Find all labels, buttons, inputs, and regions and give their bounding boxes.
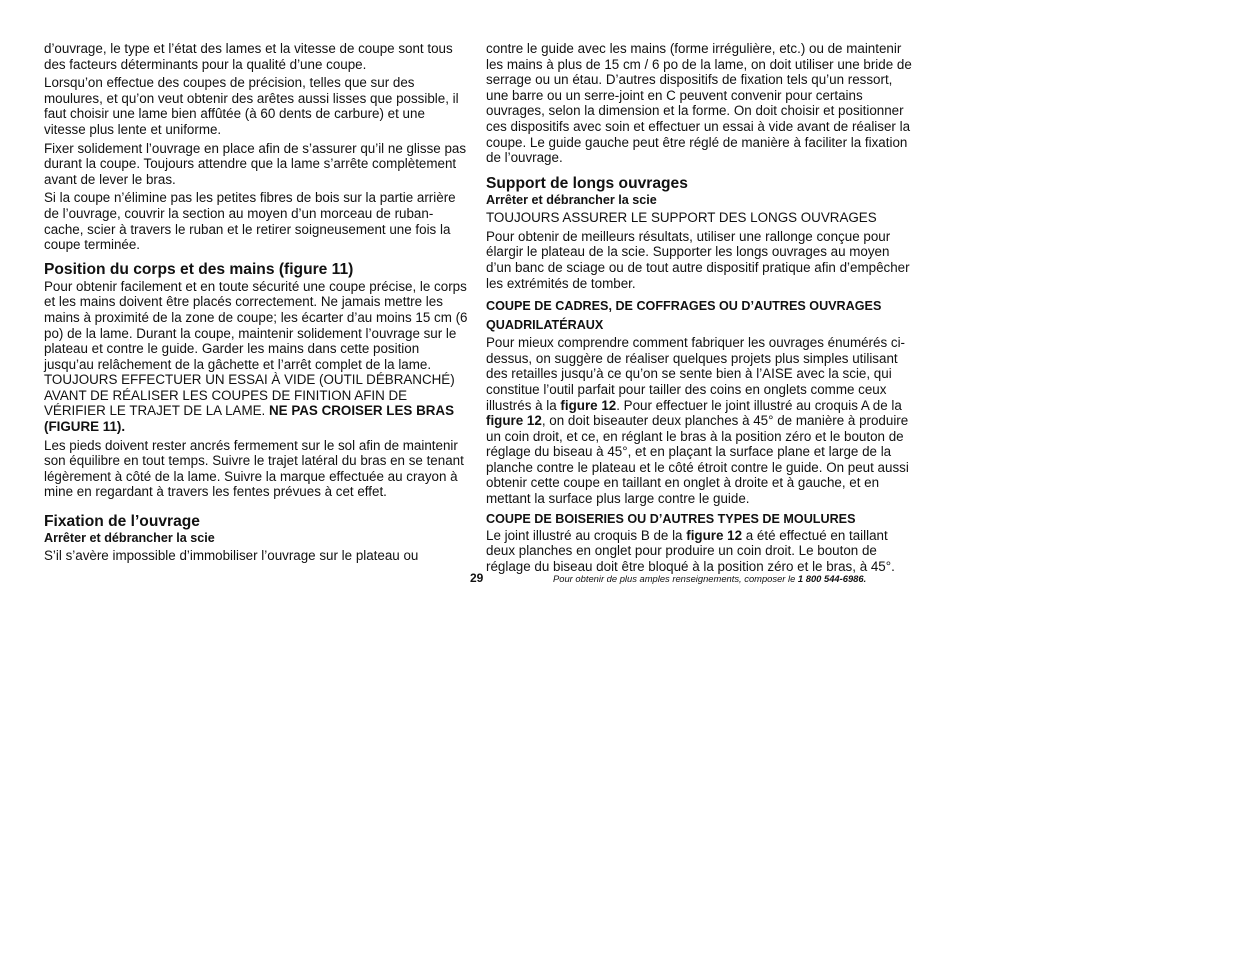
paragraph: Fixer solidement l’ouvrage en place afin de s’assurer qu’il ne glisse pas durant la coupe. Toujours attendre que la lame s’arrête complètement avant de lever le bras. — [44, 140, 467, 187]
left-column — [44, 41, 470, 567]
paragraph: Lorsqu’on effectue des coupes de précision, telles que sur des moulures, et qu’on veut obtenir des arêtes aussi lisses que possible, il faut choisir une lame bien affûtée (à 60 dents de carbure) et une vitesse plus lente et uniforme. — [44, 75, 459, 137]
paragraph: Si la coupe n’élimine pas les petites fibres de bois sur la partie arrière de l’ouvrage, couvrir la section au moyen d’un morceau de ruban-cache, scier à travers le ruban et le retirer soigneusement une fois la coupe terminée. — [44, 190, 456, 253]
right-column — [486, 41, 912, 577]
section-heading-fixation: Fixation de l’ouvrage — [44, 513, 200, 531]
paragraph: Les pieds doivent rester ancrés fermement sur le sol afin de maintenir son équilibre en tout temps. Suivre le trajet latéral du bras en se tenant légèrement à côté de la lame. Suivre la marque effectuée au crayon à mine en regardant à travers les fentes prévues à cet effet. — [44, 437, 464, 500]
caps-heading-frames: COUPE DE CADRES, DE COFFRAGES OU D’AUTRES OUVRAGES QUADRILATÉRAUX — [486, 299, 882, 332]
paragraph-text: Pour mieux comprendre comment fabriquer les ouvrages énumérés ci-dessus, on suggère de réaliser quelques projets plus simples utilisant des retailles jusqu’à ce qu’on se sente bien à l’AISE avec la scie, qui constitue l’outil parfait pour tailler des coins en onglets comme ceux illustrés à la — [486, 335, 906, 413]
section-heading-support: Support de longs ouvrages — [486, 174, 688, 192]
paragraph: S’il s’avère impossible d’immobiliser l’ouvrage sur le plateau ou — [44, 548, 419, 564]
paragraph-text: Pour obtenir facilement et en toute sécurité une coupe précise, le corps et les mains doivent être placés correctement. Ne jamais mettre les mains à proximité de la zone de coupe; les écarter d’au moins 15 cm (6 po) de la lame. Durant la coupe, maintenir solidement l’ouvrage sur le plateau et contre le guide. Garder les mains dans cette position jusqu’au relâchement de la gâchette et l’arrêt complet de la lame. TOUJOURS EFFECTUER UN ESSAI À VIDE (OUTIL DÉBRANCHÉ) AVANT DE RÉALISER LES COUPES DE FINITION AFIN DE VÉRIFIER LE TRAJET DE LA LAME. — [44, 278, 468, 419]
paragraph: TOUJOURS ASSURER LE SUPPORT DES LONGS OUVRAGES — [486, 210, 877, 226]
paragraph-text: a été effectué en taillant deux planches en onglet pour produire un coin droit. Le bouton de réglage du biseau doit être bloqué à la position zéro et le bras, à 45°. — [486, 527, 895, 574]
paragraph: d’ouvrage, le type et l’état des lames et la vitesse de coupe sont tous des facteurs déterminants pour la qualité d’une coupe. — [44, 41, 453, 72]
paragraph — [486, 528, 912, 575]
subheading-unplug: Arrêter et débrancher la scie — [44, 531, 215, 546]
page-number: 29 — [470, 571, 484, 585]
phone-number: 1 800 544-6986. — [797, 573, 867, 584]
footer-text: Pour obtenir de plus amples renseignements, composer le — [553, 573, 798, 584]
caps-heading-mouldings: COUPE DE BOISERIES OU D’AUTRES TYPES DE MOULURES — [486, 511, 856, 526]
figure-ref: figure 12 — [686, 527, 743, 543]
section-heading-position: Position du corps et des mains (figure 11) — [44, 260, 354, 278]
subheading-unplug: Arrêter et débrancher la scie — [486, 192, 657, 207]
figure-ref: figure 12 — [560, 397, 617, 413]
paragraph: contre le guide avec les mains (forme irrégulière, etc.) ou de maintenir les mains à plus de 15 cm / 6 po de la lame, on doit utiliser une bride de serrage ou un étau. D’autres dispositifs de fixation tels qu’un ressort, une barre ou un serre-joint en C peuvent convenir pour certains ouvrages, selon la dimension et la forme. On doit choisir et positionner ces dispositifs avec soin et effectuer un essai à vide avant de réaliser la coupe. Le guide gauche peut être réglé de manière à faciliter la fixation de l’ouvrage. — [486, 41, 912, 166]
paragraph — [486, 335, 912, 507]
footer-note — [553, 573, 911, 584]
figure-ref: figure 12 — [486, 413, 542, 429]
paragraph-text: , on doit biseauter deux planches à 45° de manière à produire un coin droit, et ce, en réglant le bras à la position zéro et le bouton de réglage du biseau à 45°, et en plaçant la surface plane et large de la planche contre le plateau et le côté étroit contre le guide. On peut aussi obtenir cette coupe en taillant en onglet à droite et à gauche, et en mettant la surface plus large contre le guide. — [486, 413, 909, 507]
bold-warning: NE PAS CROISER LES BRAS (FIGURE 11). — [44, 403, 455, 435]
paragraph: Pour obtenir de meilleurs résultats, utiliser une rallonge conçue pour élargir le plateau de la scie. Supporter les longs ouvrages au moyen d’un banc de sciage ou de tout autre dispositif pratique afin d’empêcher les extrémités de tomber. — [486, 228, 910, 291]
paragraph — [44, 279, 470, 435]
paragraph-text: Le joint illustré au croquis B de la — [486, 527, 687, 543]
paragraph-text: . Pour effectuer le joint illustré au croquis A de la — [616, 397, 902, 413]
